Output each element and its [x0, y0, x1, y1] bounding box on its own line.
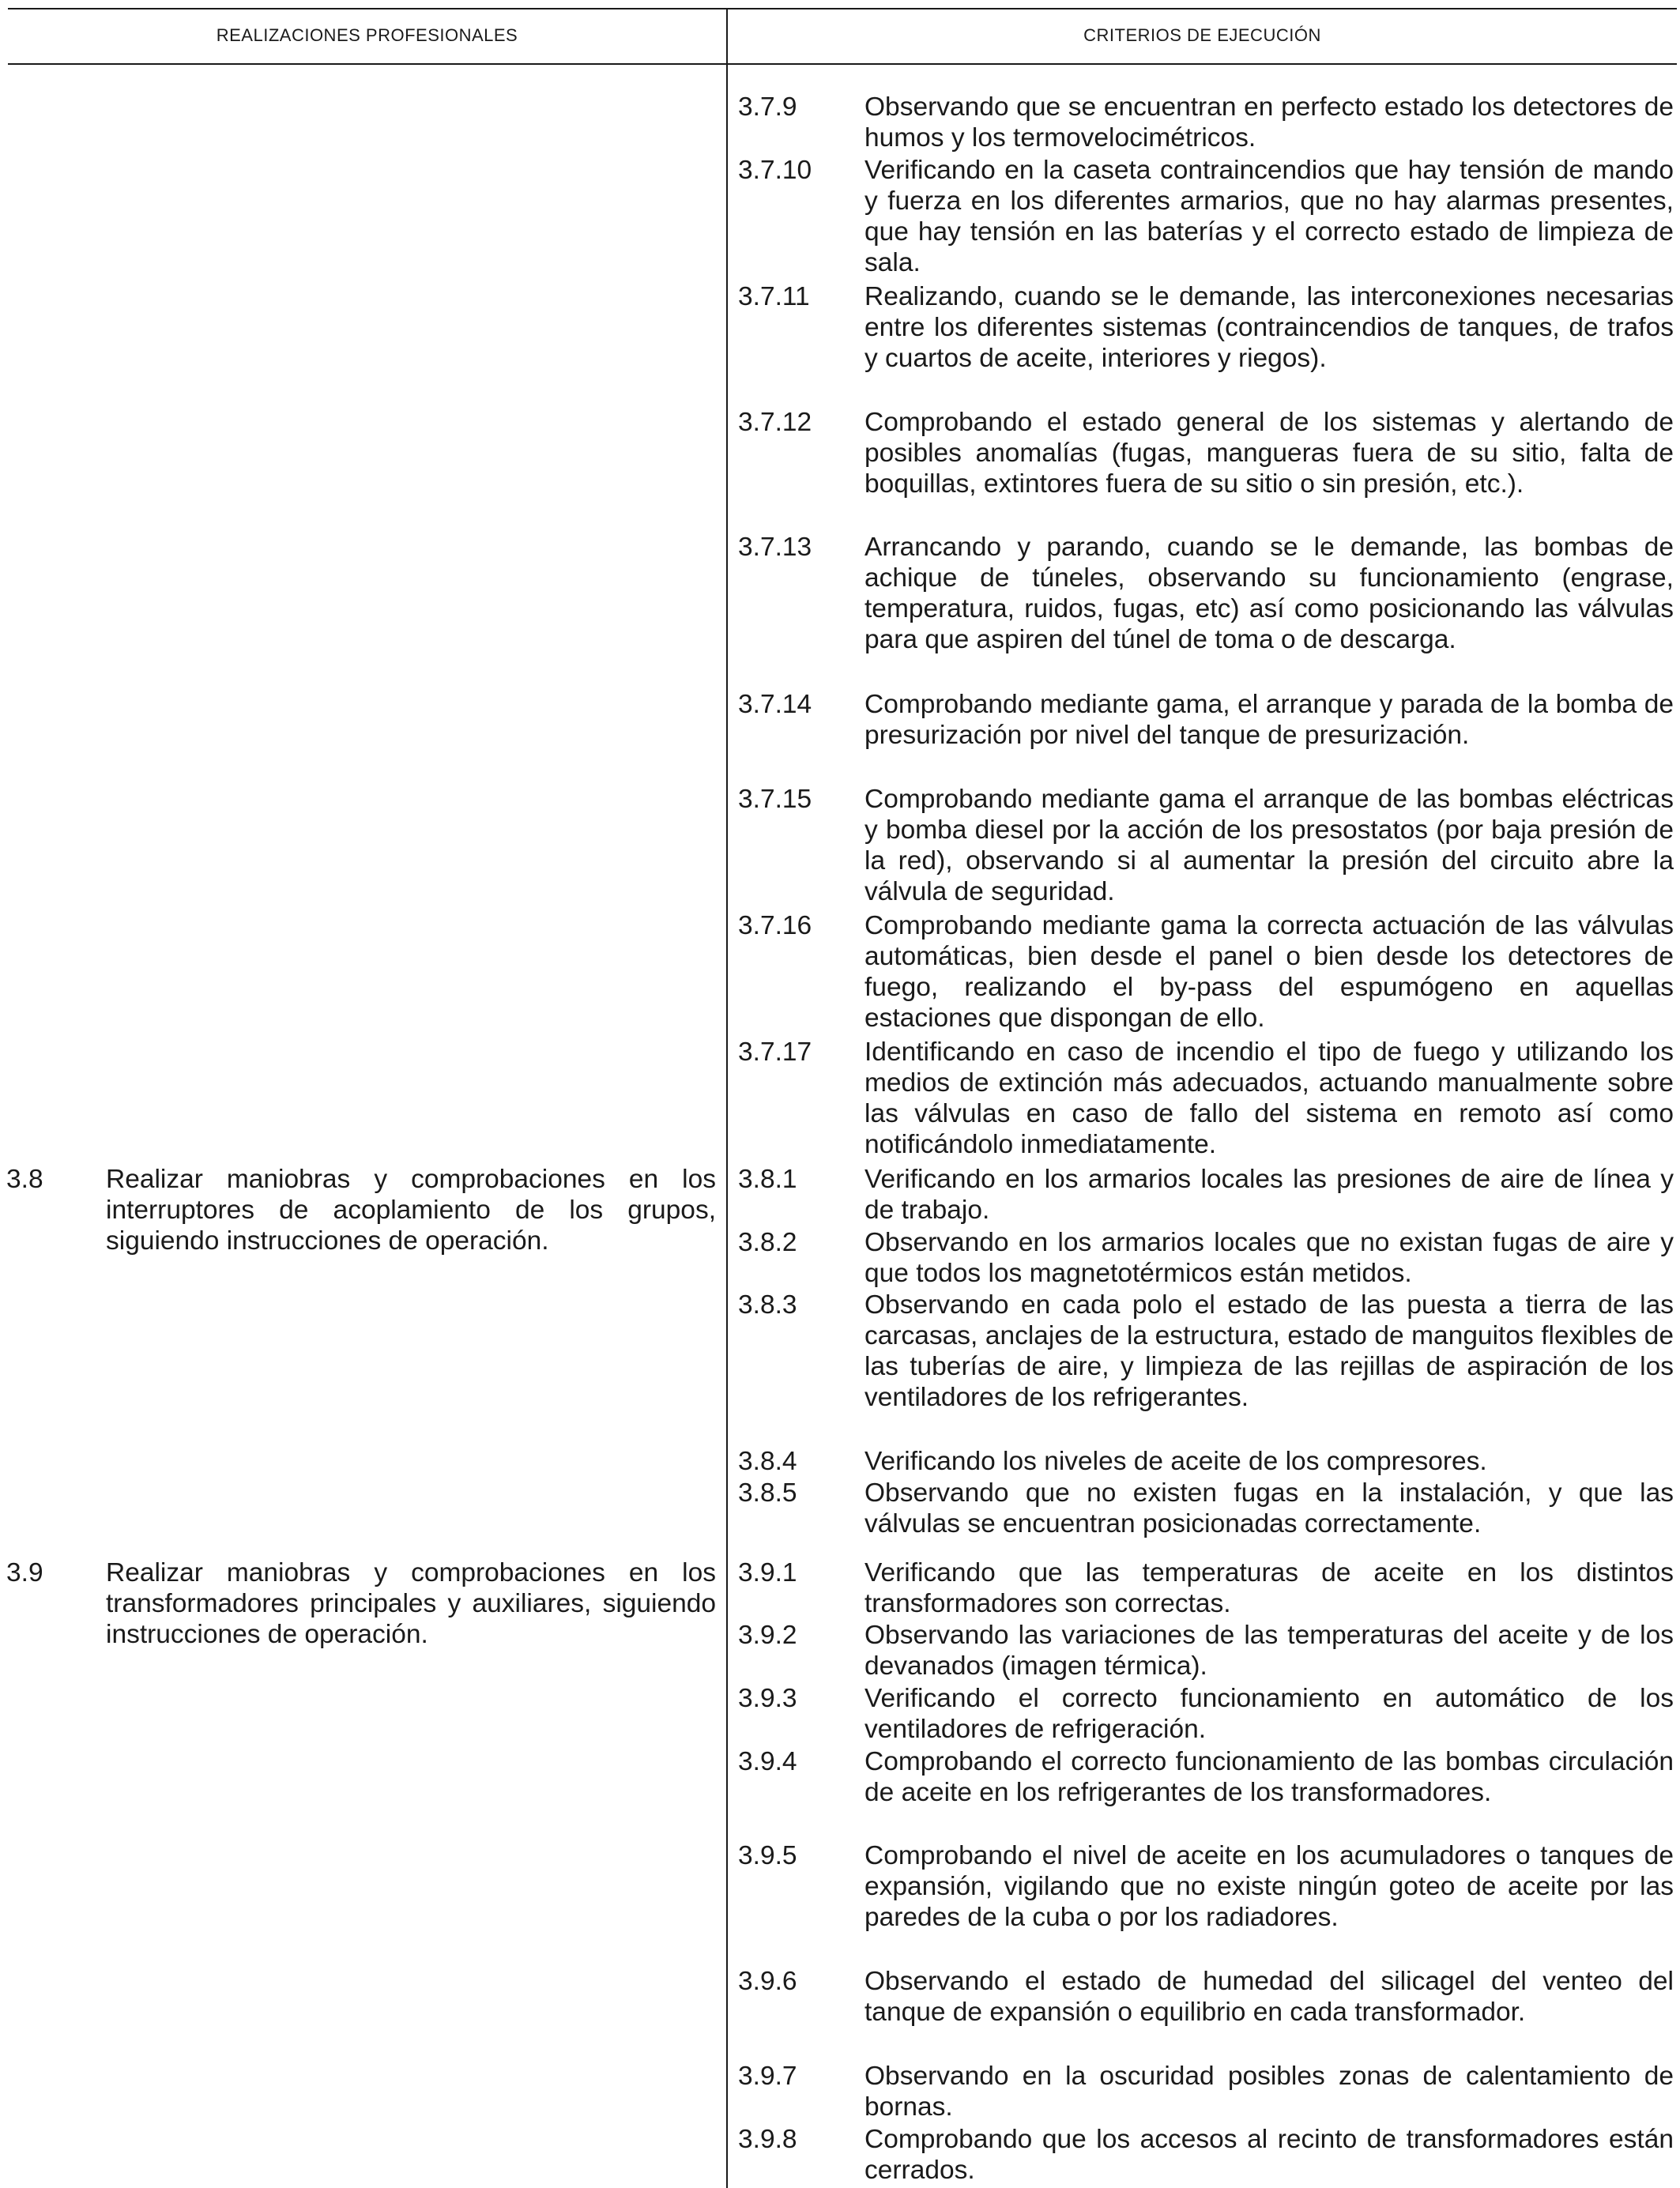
criterio-number: 3.7.13 — [738, 533, 812, 562]
criterio-number: 3.9.6 — [738, 1967, 797, 1996]
criterio-number: 3.7.16 — [738, 911, 812, 940]
realizacion-number: 3.9 — [6, 1558, 43, 1587]
criterio-text: Observando que se encuentran en perfecto estado los detectores de humos y los termovelocimétricos. — [864, 92, 1674, 153]
realizacion-text: Realizar maniobras y comprobaciones en los transformadores principales y auxiliares, siguiendo instrucciones de operación. — [106, 1558, 716, 1649]
criterio-number: 3.9.8 — [738, 2125, 797, 2154]
criterio-number: 3.7.10 — [738, 156, 812, 185]
criterio-text: Verificando en los armarios locales las presiones de aire de línea y de trabajo. — [864, 1165, 1674, 1225]
realizacion-text: Realizar maniobras y comprobaciones en los interruptores de acoplamiento de los grupos, siguiendo instrucciones de operación. — [106, 1165, 716, 1256]
criterio-text: Realizando, cuando se le demande, las interconexiones necesarias entre los diferentes sistemas (contraincendios de tanques, de trafos y cuartos de aceite, interiores y riegos). — [864, 282, 1674, 373]
realizacion-number: 3.8 — [6, 1165, 43, 1194]
criterio-text: Comprobando que los accesos al recinto de transformadores están cerrados. — [864, 2125, 1674, 2185]
column-header-realizaciones: REALIZACIONES PROFESIONALES — [216, 25, 518, 45]
criterio-text: Identificando en caso de incendio el tipo de fuego y utilizando los medios de extinción más adecuados, actuando manualmente sobre las válvulas en caso de fallo del sistema en remoto así como notificándolo inmediatamente. — [864, 1038, 1674, 1159]
criterio-number: 3.9.7 — [738, 2062, 797, 2091]
criterio-text: Observando en la oscuridad posibles zonas de calentamiento de bornas. — [864, 2062, 1674, 2122]
criterio-number: 3.8.4 — [738, 1447, 797, 1476]
column-divider — [726, 8, 728, 2188]
criterio-text: Comprobando mediante gama la correcta actuación de las válvulas automáticas, bien desde el panel o bien desde los detectores de fuego, realizando el by-pass del espumógeno en aquellas estaciones que dispongan de ello. — [864, 911, 1674, 1033]
criterio-number: 3.7.11 — [738, 282, 810, 311]
criterio-text: Comprobando mediante gama, el arranque y parada de la bomba de presurización por nivel del tanque de presurización. — [864, 690, 1674, 750]
criterio-text: Verificando que las temperaturas de aceite en los distintos transformadores son correctas. — [864, 1558, 1674, 1618]
criterio-text: Verificando el correcto funcionamiento en automático de los ventiladores de refrigeración. — [864, 1684, 1674, 1744]
header-bottom-rule — [8, 63, 1677, 65]
criterio-text: Observando las variaciones de las temperaturas del aceite y de los devanados (imagen térmica). — [864, 1621, 1674, 1681]
criterio-text: Observando en los armarios locales que no existan fugas de aire y que todos los magnetotérmicos están metidos. — [864, 1228, 1674, 1288]
criterio-text: Comprobando el estado general de los sistemas y alertando de posibles anomalías (fugas, mangueras fuera de su sitio, falta de boquillas, extintores fuera de su sitio o sin presión, etc.). — [864, 408, 1674, 499]
criterio-number: 3.7.12 — [738, 408, 812, 437]
criterio-text: Verificando los niveles de aceite de los compresores. — [864, 1447, 1487, 1476]
criterio-number: 3.9.5 — [738, 1841, 797, 1870]
criterio-text: Arrancando y parando, cuando se le demande, las bombas de achique de túneles, observando su funcionamiento (engrase, temperatura, ruidos, fugas, etc) así como posicionando las válvulas para que aspiren del túnel de toma o de descarga. — [864, 533, 1674, 654]
criterio-number: 3.7.9 — [738, 92, 797, 122]
criterio-text: Observando el estado de humedad del silicagel del venteo del tanque de expansión o equilibrio en cada transformador. — [864, 1967, 1674, 2027]
criterio-text: Comprobando el nivel de aceite en los acumuladores o tanques de expansión, vigilando que no existe ningún goteo de aceite por las paredes de la cuba o por los radiadores. — [864, 1841, 1674, 1932]
criterio-text: Observando en cada polo el estado de las puesta a tierra de las carcasas, anclajes de la estructura, estado de manguitos flexibles de las tuberías de aire, y limpieza de las rejillas de aspiración de los ventiladores de los refrigerantes. — [864, 1290, 1674, 1412]
criterio-number: 3.8.3 — [738, 1290, 797, 1320]
criterio-text: Comprobando el correcto funcionamiento de las bombas circulación de aceite en los refrigerantes de los transformadores. — [864, 1747, 1674, 1807]
criterio-number: 3.8.2 — [738, 1228, 797, 1257]
criterio-text: Verificando en la caseta contraincendios que hay tensión de mando y fuerza en los diferentes armarios, que no hay alarmas presentes, que hay tensión en las baterías y el correcto estado de limpieza de sala. — [864, 156, 1674, 277]
criterio-number: 3.9.2 — [738, 1621, 797, 1650]
criterio-text: Comprobando mediante gama el arranque de las bombas eléctricas y bomba diesel por la acción de los presostatos (por baja presión de la red), observando si al aumentar la presión del circuito abre la válvula de seguridad. — [864, 785, 1674, 906]
criterio-number: 3.9.3 — [738, 1684, 797, 1713]
criterio-number: 3.9.4 — [738, 1747, 797, 1776]
criterio-number: 3.7.17 — [738, 1038, 812, 1067]
column-header-criterios: CRITERIOS DE EJECUCIÓN — [1083, 25, 1321, 45]
criterio-number: 3.8.1 — [738, 1165, 797, 1194]
criterio-number: 3.8.5 — [738, 1478, 797, 1508]
criterio-number: 3.7.14 — [738, 690, 812, 719]
criterio-number: 3.9.1 — [738, 1558, 797, 1587]
criterio-number: 3.7.15 — [738, 785, 812, 814]
criterio-text: Observando que no existen fugas en la instalación, y que las válvulas se encuentran posicionadas correctamente. — [864, 1478, 1674, 1538]
